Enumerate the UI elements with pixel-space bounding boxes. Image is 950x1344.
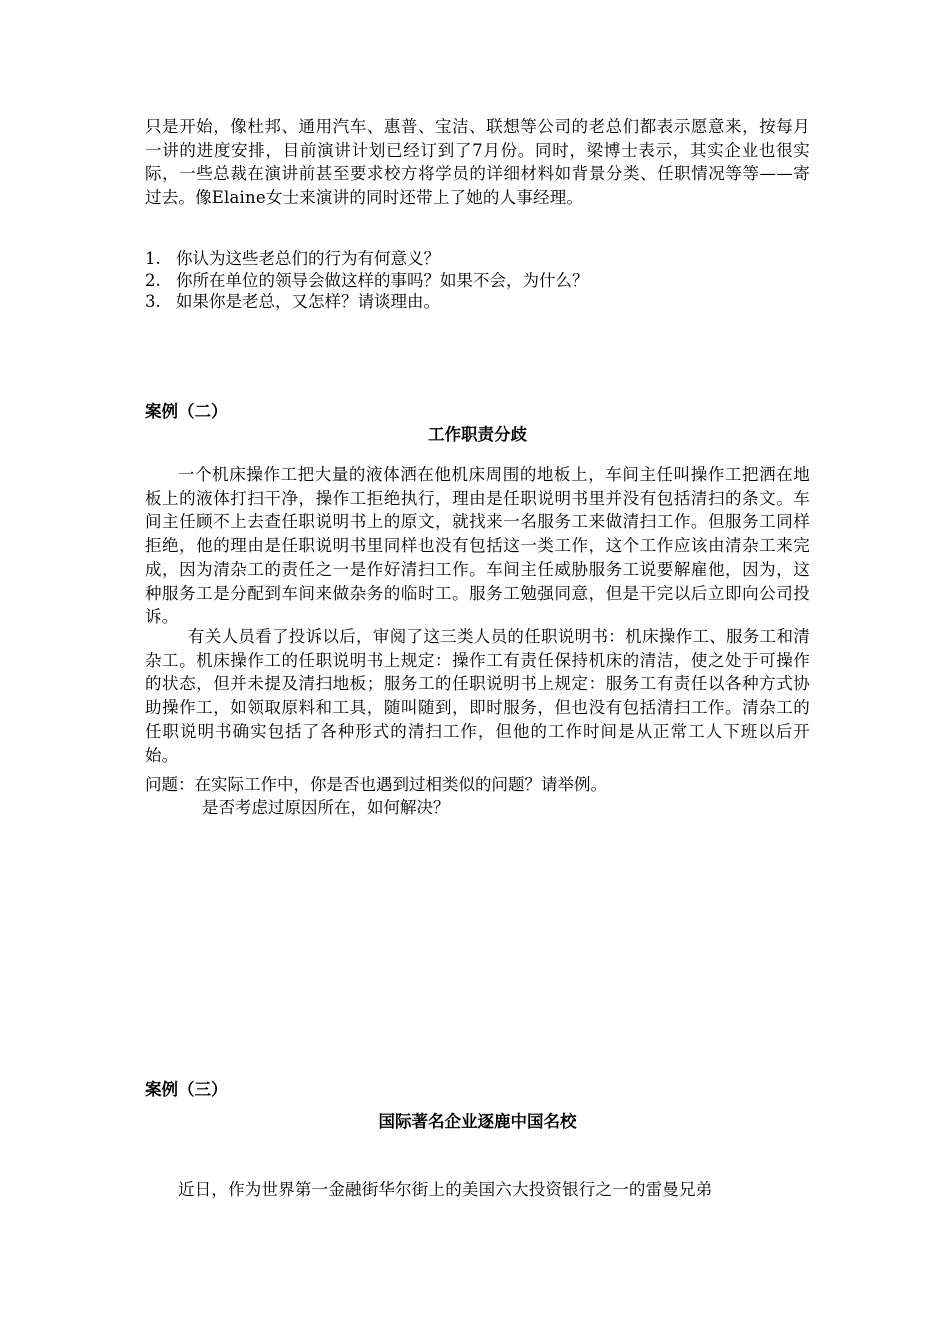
list-item <box>145 291 810 313</box>
intro-question-list <box>145 248 810 313</box>
case2-paragraph-1: 一个机床操作工把大量的液体洒在他机床周围的地板上，车间主任叫操作工把洒在地板上的液体打扫干净，操作工拒绝执行，理由是任职说明书里并没有包括清扫的条文。车间主任顾不上去查任职说明书上的原文，就找来一名服务工来做清扫工作。但服务工同样拒绝，他的理由是任职说明书里同样也没有包括这一类工作，这个工作应该由清杂工来完成，因为清杂工的责任之一是作好清扫工作。车间主任威胁服务工说要解雇他，因为，这种服务工是分配到车间来做杂务的临时工。服务工勉强同意，但是干完以后立即向公司投诉。 <box>145 465 810 627</box>
list-item <box>145 248 810 270</box>
list-item-number: 1. <box>145 249 161 268</box>
list-item-text: 如果你是老总，又怎样？请谈理由。 <box>176 292 440 311</box>
question-line-2: 是否考虑过原因所在，如何解决？ <box>202 798 450 817</box>
case3-title: 国际著名企业逐鹿中国名校 <box>378 1112 577 1131</box>
case3-label: 案例（三） <box>145 1080 228 1099</box>
case2-label: 案例（二） <box>145 402 228 421</box>
question-label: 问题： <box>145 775 195 794</box>
intro-paragraph: 只是开始，像杜邦、通用汽车、惠普、宝洁、联想等公司的老总们都表示愿意来，按每月一讲的进度安排，目前演讲计划已经订到了7月份。同时，梁博士表示，其实企业也很实际，一些总裁在演讲前甚至要求校方将学员的详细材料如背景分类、任职情况等等——寄过去。像Elaine女士来演讲的同时还带上了她的人事经理。 <box>145 117 810 208</box>
case2-title: 工作职责分歧 <box>428 425 527 444</box>
question-line-1: 在实际工作中，你是否也遇到过相类似的问题？请举例。 <box>194 775 607 794</box>
case2-question <box>145 773 607 796</box>
list-item-text: 你认为这些老总们的行为有何意义？ <box>176 249 440 268</box>
list-item <box>145 270 810 292</box>
list-item-number: 2. <box>145 270 161 290</box>
case3-paragraph: 近日，作为世界第一金融街华尔街上的美国六大投资银行之一的雷曼兄弟 <box>178 1180 713 1199</box>
case2-paragraph-2: 有关人员看了投诉以后，审阅了这三类人员的任职说明书：机床操作工、服务工和清杂工。机床操作工的任职说明书上规定：操作工有责任保持机床的清洁，使之处于可操作的状态，但并未提及清扫地板；服务工的任职说明书上规定：服务工有责任以各种方式协助操作工，如领取原料和工具，随叫随到，即时服务，但也没有包括清扫工作。清杂工的任职说明书确实包括了各种形式的清扫工作，但他的工作时间是从正常工人下班以后开始。 <box>145 627 810 765</box>
list-item-number: 3. <box>145 292 161 311</box>
list-item-text: 你所在单位的领导会做这样的事吗？如果不会，为什么？ <box>176 270 589 290</box>
